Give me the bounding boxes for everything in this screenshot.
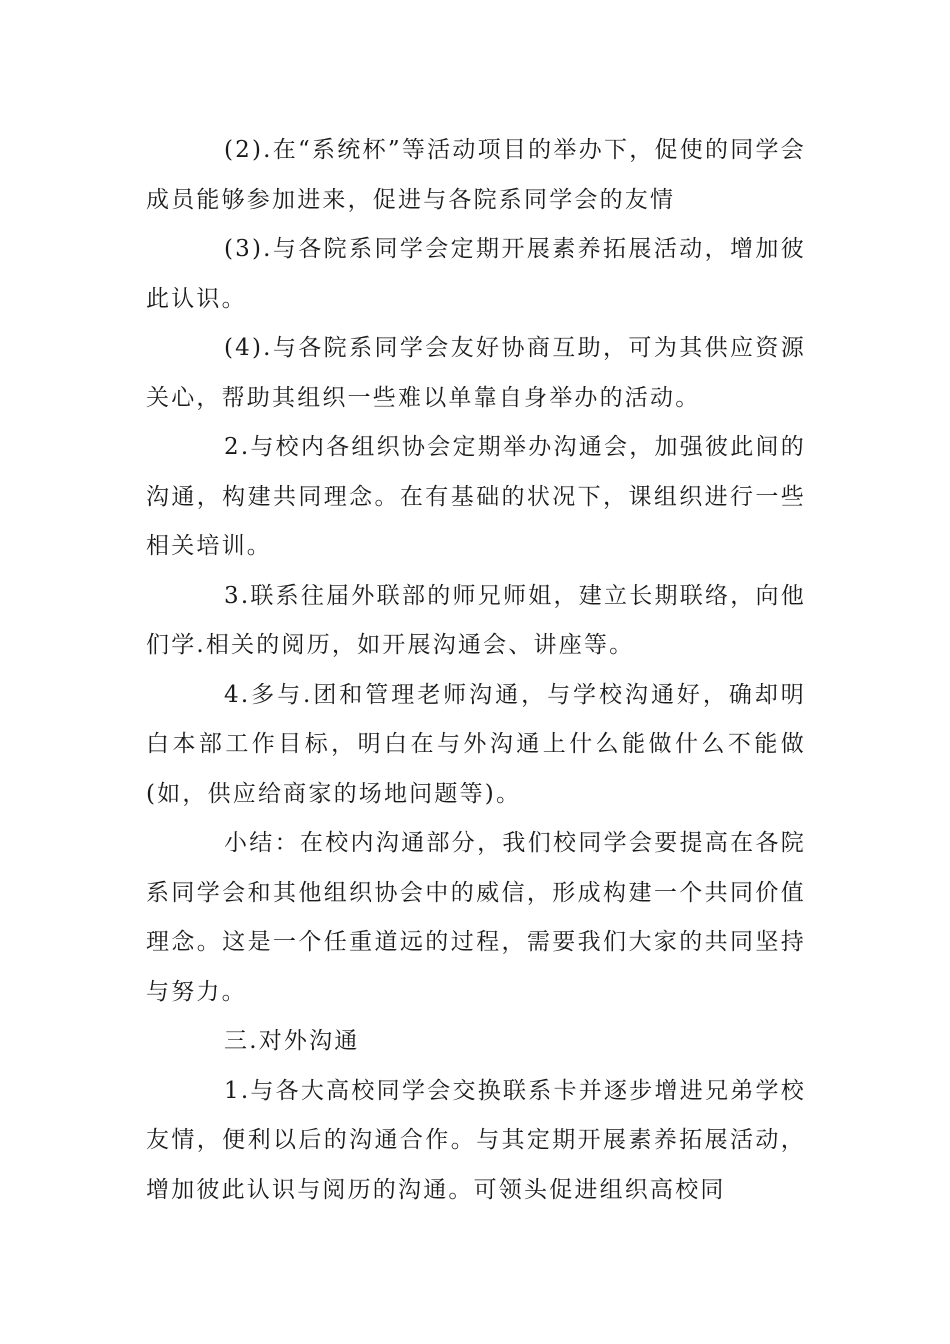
paragraph-item-2: 2.与校内各组织协会定期举办沟通会，加强彼此间的沟通，构建共同理念。在有基础的状况下，课组织进行一些相关培训。 [146, 434, 806, 559]
paragraph-item-2-3: (2).在“系统杯”等活动项目的举办下，促使的同学会成员能够参加进来，促进与各院系同学会的友情 [146, 137, 806, 213]
paragraph-item-3: 3.联系往届外联部的师兄师姐，建立长期联络，向他们学.相关的阅历，如开展沟通会、讲座等。 [146, 582, 806, 658]
paragraph-item-2-3-b: (3).与各院系同学会定期开展素养拓展活动，增加彼此认识。 [146, 236, 806, 312]
section-heading-external: 三.对外沟通 [224, 1028, 360, 1054]
paragraph-item-2-4: (4).与各院系同学会友好协商互助，可为其供应资源关心，帮助其组织一些难以单靠自身举办的活动。 [146, 335, 806, 411]
document-body [146, 126, 806, 1215]
paragraph-summary: 小结：在校内沟通部分，我们校同学会要提高在各院系同学会和其他组织协会中的威信，形成构建一个共同价值理念。这是一个任重道远的过程，需要我们大家的共同坚持与努力。 [146, 830, 806, 1005]
paragraph-item-4: 4.多与.团和管理老师沟通，与学校沟通好，确却明白本部工作目标，明白在与外沟通上什么能做什么不能做(如，供应给商家的场地问题等)。 [146, 681, 806, 807]
paragraph-external-1: 1.与各大高校同学会交换联系卡并逐步增进兄弟学校友情，便利以后的沟通合作。与其定期开展素养拓展活动，增加彼此认识与阅历的沟通。可领头促进组织高校同 [146, 1077, 806, 1203]
